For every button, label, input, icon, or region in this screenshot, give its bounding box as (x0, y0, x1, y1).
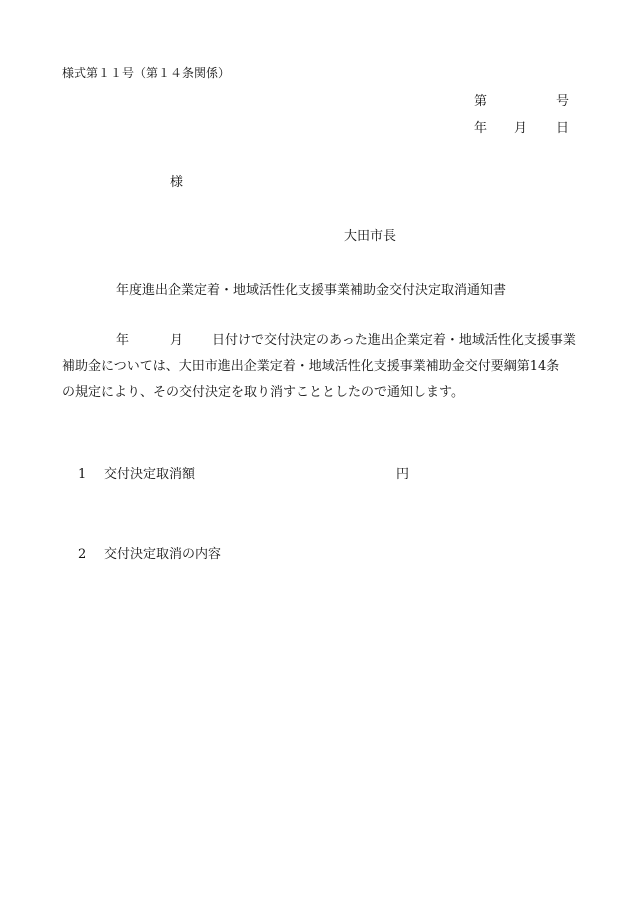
document-title: 年度進出企業定着・地域活性化支援事業補助金交付決定取消通知書 (116, 283, 507, 298)
item-label: 交付決定取消の内容 (104, 547, 222, 562)
body-line-3: の規定により、その交付決定を取り消すこととしたので通知します。 (62, 385, 464, 400)
item-cancel-details (78, 546, 221, 564)
document-number-prefix: 第 (474, 94, 488, 109)
amount-unit-yen: 円 (396, 467, 410, 482)
body-line-1-text: 日付けで交付決定のあった進出企業定着・地域活性化支援事業 (212, 333, 576, 348)
sender-name: 大田市長 (344, 229, 397, 244)
body-month-label: 月 (170, 333, 184, 348)
item-number: 2 (78, 547, 87, 562)
date-month-label: 月 (514, 121, 528, 136)
item-label: 交付決定取消額 (104, 467, 196, 482)
document-number-suffix: 号 (556, 94, 570, 109)
addressee-honorific: 様 (170, 175, 184, 190)
item-cancel-amount (78, 466, 195, 484)
body-line-2: 補助金については、大田市進出企業定着・地域活性化支援事業補助金交付要綱第14条 (62, 359, 560, 374)
body-year-label: 年 (116, 333, 130, 348)
body-line-1 (62, 332, 582, 358)
item-number: 1 (78, 467, 87, 482)
form-number: 様式第１１号（第１４条関係） (62, 66, 231, 80)
date-day-label: 日 (556, 121, 570, 136)
date-year-label: 年 (474, 121, 488, 136)
body-text (62, 332, 582, 410)
